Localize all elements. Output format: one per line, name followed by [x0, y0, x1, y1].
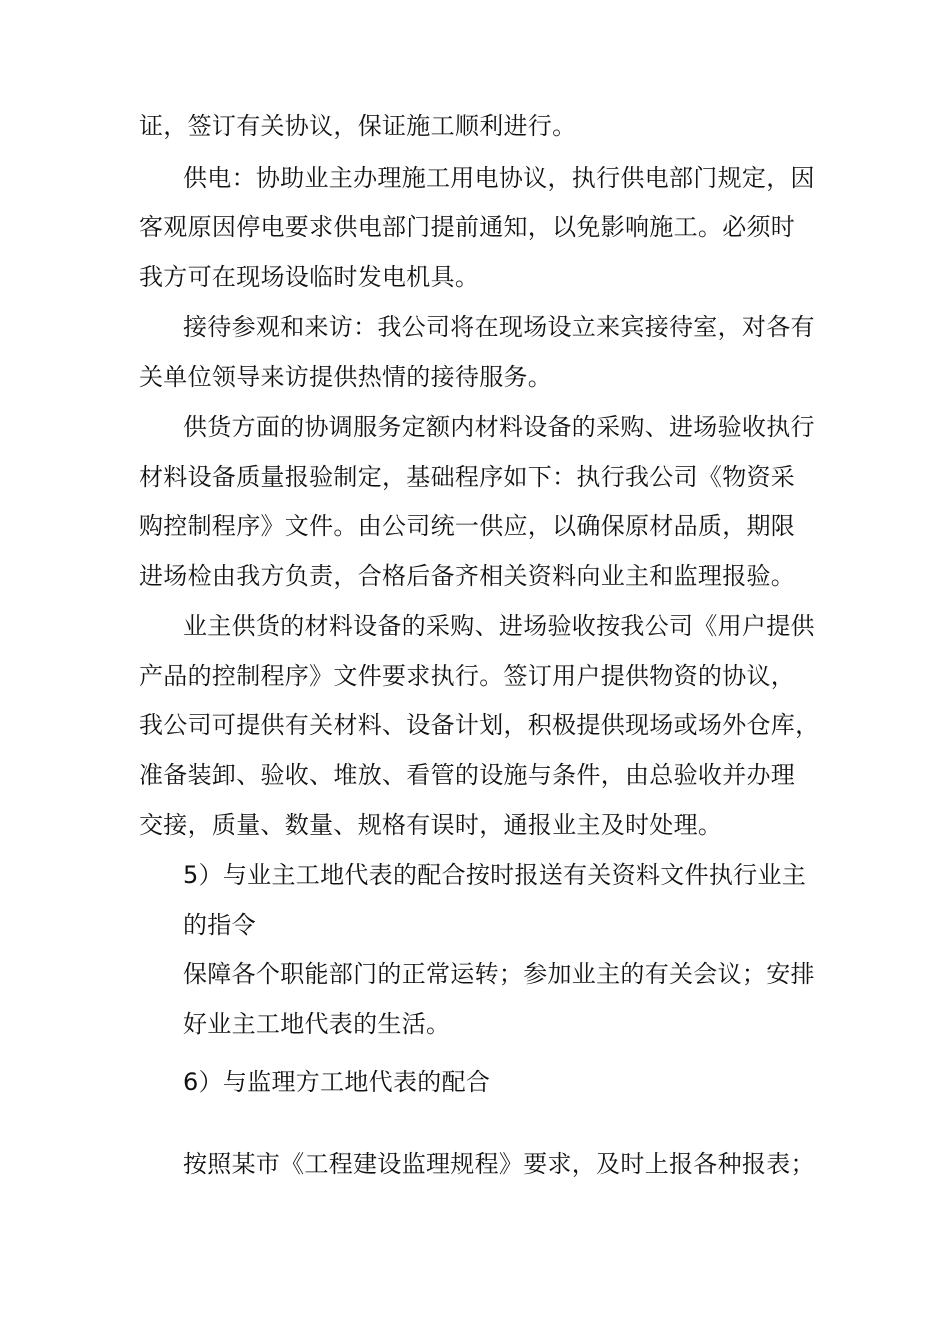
text-line: 供货方面的协调服务定额内材料设备的采购、进场验收执行 — [183, 413, 815, 441]
text-line: 按照某市《工程建设监理规程》要求，及时上报各种报表； — [183, 1150, 815, 1178]
text-line: 证，签订有关协议，保证施工顺利进行。 — [139, 112, 577, 140]
text-line: 购控制程序》文件。由公司统一供应，以确保原材品质，期限 — [139, 512, 796, 540]
text-line: 产品的控制程序》文件要求执行。签订用户提供物资的协议， — [139, 662, 796, 690]
text-line: 关单位领导来访提供热情的接待服务。 — [139, 363, 553, 391]
section-heading: 5）与业主工地代表的配合按时报送有关资料文件执行业主 — [183, 861, 807, 889]
text-line: 供电：协助业主办理施工用电协议，执行供电部门规定，因 — [183, 164, 815, 192]
text-line: 我公司可提供有关材料、设备计划，积极提供现场或场外仓库， — [139, 711, 820, 739]
text-line: 准备装卸、验收、堆放、看管的设施与条件，由总验收并办理 — [139, 761, 796, 789]
text-line: 材料设备质量报验制定，基础程序如下：执行我公司《物资采 — [139, 463, 796, 491]
text-line: 业主供货的材料设备的采购、进场验收按我公司《用户提供 — [183, 612, 815, 640]
text-line: 客观原因停电要求供电部门提前通知，以免影响施工。必须时 — [139, 213, 796, 241]
section-heading: 6）与监理方工地代表的配合 — [183, 1068, 491, 1096]
text-line: 好业主工地代表的生活。 — [183, 1010, 451, 1038]
text-line: 进场检由我方负责，合格后备齐相关资料向业主和监理报验。 — [139, 562, 796, 590]
text-line: 接待参观和来访：我公司将在现场设立来宾接待室，对各有 — [183, 313, 815, 341]
text-line: 保障各个职能部门的正常运转；参加业主的有关会议；安排 — [183, 960, 815, 988]
section-heading-continued: 的指令 — [183, 911, 256, 939]
text-line: 我方可在现场设临时发电机具。 — [139, 263, 480, 291]
text-line: 交接，质量、数量、规格有误时，通报业主及时处理。 — [139, 811, 723, 839]
